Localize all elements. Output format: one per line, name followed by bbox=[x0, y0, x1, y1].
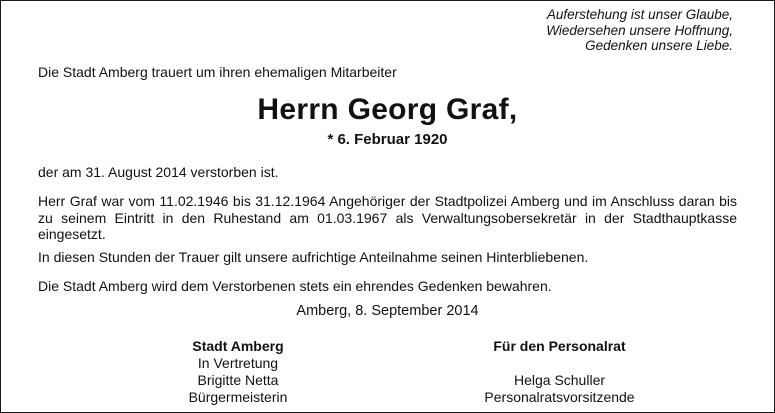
intro-text: Die Stadt Amberg trauert um ihren ehemaligen Mitarbeiter bbox=[38, 64, 397, 80]
memory-text: Die Stadt Amberg wird dem Verstorbenen stets ein ehrendes Gedenken bewahren. bbox=[38, 278, 552, 294]
signature-council-spacer bbox=[462, 355, 657, 372]
signature-council-title: Personalratsvorsitzende bbox=[484, 389, 635, 405]
signature-council-name: Helga Schuller bbox=[513, 372, 606, 388]
career-text: Herr Graf war vom 11.02.1946 bis 31.12.1964 Angehöriger der Stadtpolizei Amberg und im Anschluss daran bis zu seinem Eintritt in den Ruhestand am 01.03.1967 als Verwaltungsobersekretär in der Stadthauptkasse eingesetzt. bbox=[38, 193, 737, 242]
motto-line-3: Gedenken unsere Liebe. bbox=[585, 38, 733, 53]
signature-council-org: Für den Personalrat bbox=[493, 338, 626, 354]
signature-city-title: Bürgermeisterin bbox=[188, 389, 288, 405]
death-date-text: der am 31. August 2014 verstorben ist. bbox=[38, 164, 279, 180]
signature-city bbox=[153, 338, 323, 406]
signature-city-name: Brigitte Netta bbox=[197, 372, 279, 388]
deceased-name: Herrn Georg Graf, bbox=[257, 93, 518, 126]
motto bbox=[546, 7, 733, 54]
condolence-text: In diesen Stunden der Trauer gilt unsere aufrichtige Anteilnahme seinen Hinterbliebenen. bbox=[38, 249, 589, 265]
signature-city-org: Stadt Amberg bbox=[192, 338, 284, 354]
motto-line-1: Auferstehung ist unser Glaube, bbox=[546, 7, 733, 22]
signature-city-line: In Vertretung bbox=[197, 355, 279, 371]
motto-line-2: Wiedersehen unsere Hoffnung, bbox=[546, 22, 733, 38]
place-and-date: Amberg, 8. September 2014 bbox=[296, 303, 479, 319]
birth-date: * 6. Februar 1920 bbox=[327, 131, 448, 148]
signature-staff-council bbox=[462, 338, 657, 406]
